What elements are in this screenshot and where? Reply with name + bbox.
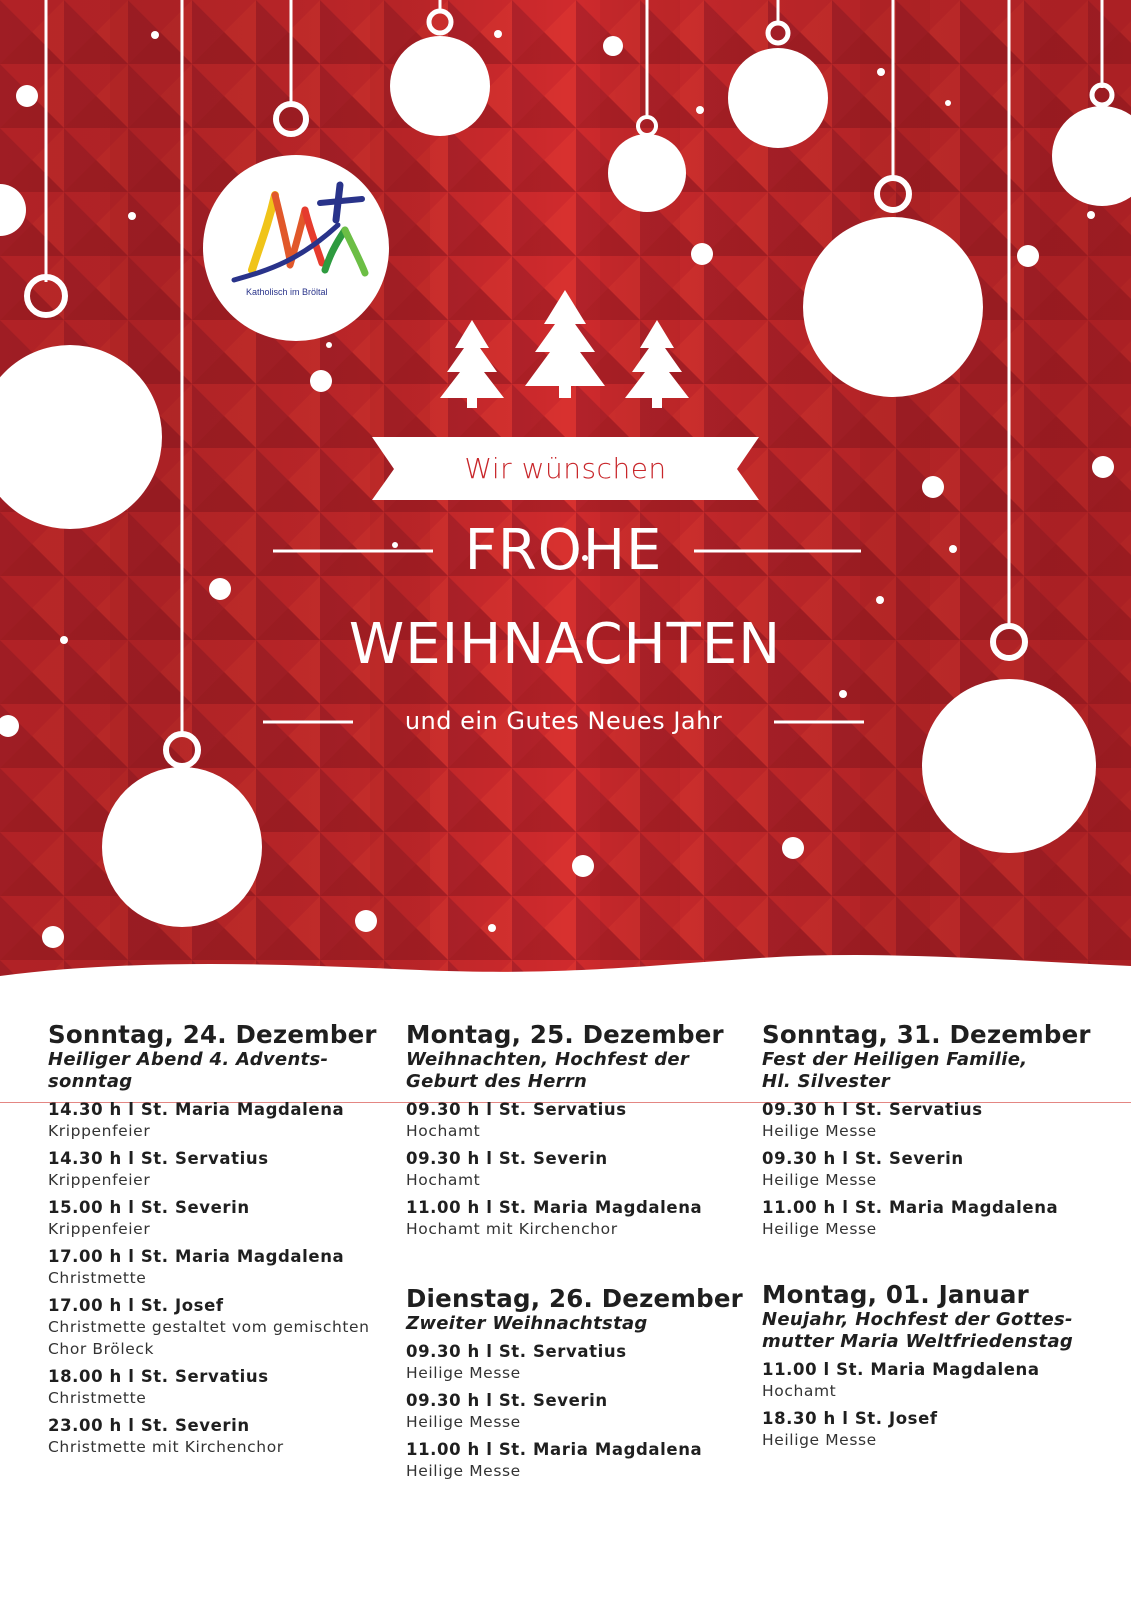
service-entry bbox=[48, 1246, 388, 1289]
greeting-line-4: und ein Gutes Neues Jahr bbox=[404, 707, 723, 735]
service-entry bbox=[48, 1415, 388, 1458]
service-time-church: 09.30 h l St. Severin bbox=[406, 1149, 608, 1168]
service-time-church: 09.30 h l St. Servatius bbox=[762, 1100, 983, 1119]
service-time-church: 17.00 h l St. Josef bbox=[48, 1296, 224, 1315]
day-block bbox=[406, 1284, 746, 1482]
service-time-church: 18.00 h l St. Servatius bbox=[48, 1367, 269, 1386]
service-description: Krippenfeier bbox=[48, 1122, 151, 1140]
service-description: Christmette mit Kirchenchor bbox=[48, 1438, 284, 1456]
service-description: Heilige Messe bbox=[762, 1122, 877, 1140]
service-time-church: 11.00 h l St. Maria Magdalena bbox=[406, 1198, 703, 1217]
day-title: Sonntag, 31. Dezember bbox=[762, 1020, 1091, 1049]
greeting-line-3: WEIHNACHTEN bbox=[348, 612, 782, 677]
service-entry bbox=[48, 1295, 388, 1360]
service-description: Heilige Messe bbox=[762, 1220, 877, 1238]
service-schedule bbox=[0, 1020, 1131, 1600]
service-description: Krippenfeier bbox=[48, 1171, 151, 1189]
service-time-church: 09.30 h l St. Severin bbox=[762, 1149, 964, 1168]
service-description: Heilige Messe bbox=[762, 1431, 877, 1449]
day-block bbox=[48, 1020, 388, 1458]
day-subtitle: Fest der Heiligen Familie, Hl. Silvester bbox=[762, 1049, 1028, 1092]
service-description: Hochamt mit Kirchenchor bbox=[406, 1220, 618, 1238]
service-entry bbox=[406, 1099, 746, 1142]
day-block bbox=[762, 1020, 1102, 1240]
service-description: Heilige Messe bbox=[406, 1413, 521, 1431]
service-description: Christmette bbox=[48, 1269, 147, 1287]
day-block bbox=[406, 1020, 746, 1240]
service-description: Hochamt bbox=[406, 1171, 481, 1189]
service-time-church: 23.00 h l St. Severin bbox=[48, 1416, 250, 1435]
schedule-column bbox=[406, 1020, 746, 1516]
service-entry bbox=[762, 1197, 1102, 1240]
service-time-church: 11.00 h l St. Maria Magdalena bbox=[762, 1198, 1059, 1217]
service-description: Heilige Messe bbox=[406, 1462, 521, 1480]
service-description: Hochamt bbox=[762, 1382, 837, 1400]
service-description: Christmette bbox=[48, 1389, 147, 1407]
service-time-church: 15.00 h l St. Severin bbox=[48, 1198, 250, 1217]
service-description: Hochamt bbox=[406, 1122, 481, 1140]
greeting-line-2: FROHE bbox=[464, 518, 663, 583]
service-time-church: 14.30 h l St. Servatius bbox=[48, 1149, 269, 1168]
service-description: Heilige Messe bbox=[406, 1364, 521, 1382]
schedule-column bbox=[48, 1020, 388, 1492]
day-subtitle: Heiliger Abend 4. Advents- sonntag bbox=[48, 1049, 329, 1092]
day-title: Montag, 25. Dezember bbox=[406, 1020, 724, 1049]
service-entry bbox=[48, 1197, 388, 1240]
service-entry bbox=[406, 1439, 746, 1482]
service-entry bbox=[762, 1148, 1102, 1191]
day-subtitle: Neujahr, Hochfest der Gottes- mutter Maria Weltfriedenstag bbox=[762, 1309, 1074, 1352]
day-block bbox=[762, 1280, 1102, 1451]
schedule-column bbox=[762, 1020, 1102, 1485]
service-entry bbox=[762, 1408, 1102, 1451]
service-time-church: 14.30 h l St. Maria Magdalena bbox=[48, 1100, 345, 1119]
day-title: Sonntag, 24. Dezember bbox=[48, 1020, 377, 1049]
service-entry bbox=[48, 1099, 388, 1142]
service-entry bbox=[406, 1341, 746, 1384]
service-time-church: 18.30 h l St. Josef bbox=[762, 1409, 938, 1428]
service-description: Krippenfeier bbox=[48, 1220, 151, 1238]
day-subtitle: Zweiter Weihnachtstag bbox=[406, 1313, 648, 1334]
day-title: Montag, 01. Januar bbox=[762, 1280, 1029, 1309]
service-entry bbox=[762, 1099, 1102, 1142]
service-entry bbox=[406, 1390, 746, 1433]
service-time-church: 09.30 h l St. Servatius bbox=[406, 1342, 627, 1361]
day-subtitle: Weihnachten, Hochfest der Geburt des Herrn bbox=[406, 1049, 690, 1092]
service-time-church: 09.30 h l St. Servatius bbox=[406, 1100, 627, 1119]
service-entry bbox=[406, 1148, 746, 1191]
service-entry bbox=[406, 1197, 746, 1240]
day-title: Dienstag, 26. Dezember bbox=[406, 1284, 743, 1313]
service-entry bbox=[762, 1359, 1102, 1402]
service-entry bbox=[48, 1366, 388, 1409]
service-time-church: 11.00 l St. Maria Magdalena bbox=[762, 1360, 1040, 1379]
service-time-church: 17.00 h l St. Maria Magdalena bbox=[48, 1247, 345, 1266]
service-entry bbox=[48, 1148, 388, 1191]
service-description: Christmette gestaltet vom gemischten Chor Bröleck bbox=[48, 1318, 370, 1358]
greeting-line-1: Wir wünschen bbox=[464, 452, 667, 485]
service-time-church: 11.00 h l St. Maria Magdalena bbox=[406, 1440, 703, 1459]
service-description: Heilige Messe bbox=[762, 1171, 877, 1189]
logo-caption: Katholisch im Bröltal bbox=[246, 287, 328, 297]
service-time-church: 09.30 h l St. Severin bbox=[406, 1391, 608, 1410]
